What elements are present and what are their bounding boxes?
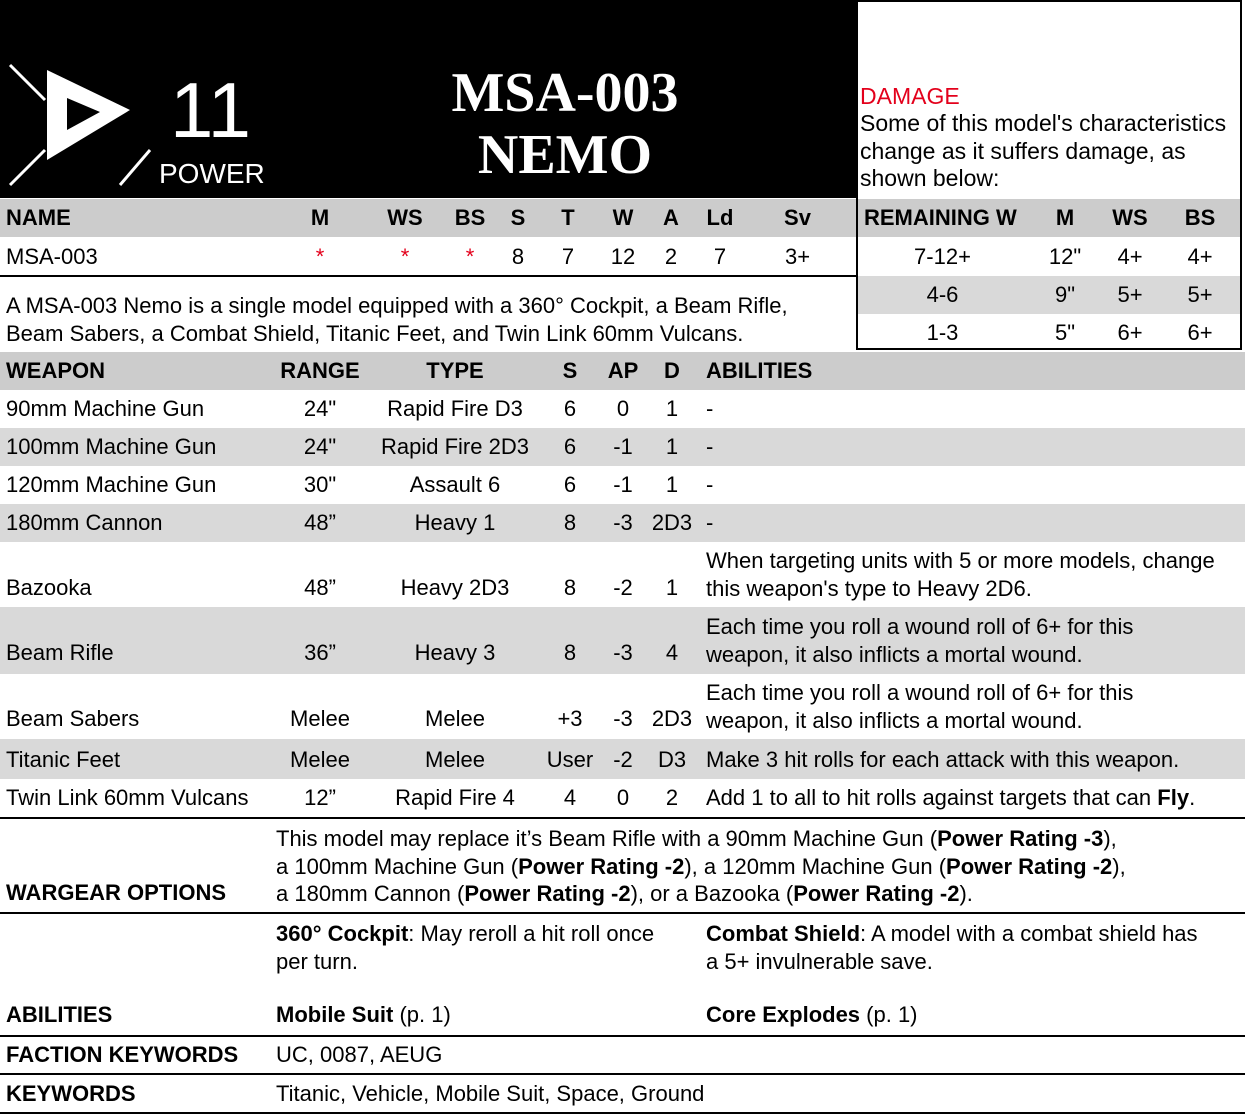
keywords-label: KEYWORDS xyxy=(6,1081,136,1106)
weapon-type: Heavy 1 xyxy=(414,510,496,535)
weapon-col-abilities: ABILITIES xyxy=(706,358,813,383)
weapon-abilities: - xyxy=(706,510,714,535)
model-description: A MSA-003 Nemo is a single model equipped with a 360° Cockpit, a Beam Rifle, Beam Sabers, a Combat Shield, Titanic Feet, and Twin Link 60mm Vulcans. xyxy=(6,293,788,346)
weapon-abilities: Make 3 hit rolls for each attack with this weapon. xyxy=(706,747,1180,772)
keywords-value: Titanic, Vehicle, Mobile Suit, Space, Ground xyxy=(276,1081,705,1106)
weapon-d: 4 xyxy=(665,640,679,665)
profile-w: 12 xyxy=(610,244,636,269)
profile-col-bs: BS xyxy=(454,205,486,230)
wargear-line: a 180mm Cannon (Power Rating -2), or a Bazooka (Power Rating -2). xyxy=(276,881,973,906)
weapon-name: Beam Sabers xyxy=(6,706,140,731)
damage-row1-m: 12" xyxy=(1048,244,1082,269)
damage-col-remaining-w: REMAINING W xyxy=(864,205,1017,230)
weapon-s: 8 xyxy=(563,575,577,600)
model-title-line2: NEMO xyxy=(477,124,653,186)
weapon-range: 24" xyxy=(303,434,337,459)
divider xyxy=(0,1112,1245,1114)
damage-description: Some of this model's characteristics change as it suffers damage, as shown below: xyxy=(860,110,1227,191)
faction-keywords-value: UC, 0087, AEUG xyxy=(276,1042,443,1067)
wargear-line: This model may replace it’s Beam Rifle with a 90mm Machine Gun (Power Rating -3), xyxy=(276,826,1117,851)
profile-col-a: A xyxy=(663,205,679,230)
faction-keywords-label: FACTION KEYWORDS xyxy=(6,1042,239,1067)
weapon-name: 180mm Cannon xyxy=(6,510,163,535)
weapon-abilities-line: weapon, it also inflicts a mortal wound. xyxy=(706,641,1083,667)
ability-360-cockpit: 360° Cockpit: May reroll a hit roll once per turn. xyxy=(276,921,655,974)
weapon-s: 4 xyxy=(563,785,577,810)
weapon-ap: -2 xyxy=(613,747,633,772)
model-title-line1: MSA-003 xyxy=(451,62,679,124)
weapon-col-d: D xyxy=(664,358,680,383)
weapon-s: 6 xyxy=(563,472,577,497)
profile-col-name: NAME xyxy=(6,205,71,230)
weapon-type: Heavy 2D3 xyxy=(400,575,510,600)
wargear-text xyxy=(276,825,1241,908)
weapon-d: 2D3 xyxy=(651,706,693,731)
weapon-abilities xyxy=(706,547,1241,602)
weapon-abilities xyxy=(706,679,1241,734)
profile-ws: * xyxy=(400,244,410,269)
profile-a: 2 xyxy=(664,244,678,269)
damage-row3-bs: 6+ xyxy=(1187,320,1213,345)
weapon-abilities-line: Each time you roll a wound roll of 6+ for this xyxy=(706,614,1134,639)
profile-bs: * xyxy=(465,244,475,269)
power-rating-icon xyxy=(5,60,155,190)
weapon-type: Rapid Fire D3 xyxy=(387,396,523,421)
divider xyxy=(0,912,1245,914)
profile-col-m: M xyxy=(310,205,330,230)
weapon-name: Twin Link 60mm Vulcans xyxy=(6,785,249,810)
weapon-abilities-text: Add 1 to all to hit rolls against targets that can xyxy=(706,785,1158,810)
profile-sv: 3+ xyxy=(784,244,811,269)
weapon-ap: -3 xyxy=(613,510,633,535)
damage-row3-m: 5" xyxy=(1054,320,1076,345)
weapon-range: Melee xyxy=(290,747,350,772)
profile-ld: 7 xyxy=(713,244,727,269)
weapon-abilities xyxy=(706,779,1195,817)
damage-col-m: M xyxy=(1055,205,1075,230)
weapon-d: D3 xyxy=(657,747,687,772)
abilities-label: ABILITIES xyxy=(6,1002,113,1027)
weapon-s: 8 xyxy=(563,510,577,535)
damage-row1-ws: 4+ xyxy=(1117,244,1143,269)
weapon-col-weapon: WEAPON xyxy=(6,358,105,383)
profile-col-s: S xyxy=(510,205,526,230)
weapon-type: Rapid Fire 4 xyxy=(395,785,515,810)
weapon-ap: -3 xyxy=(613,706,633,731)
weapon-s: +3 xyxy=(557,706,583,731)
weapon-name: 100mm Machine Gun xyxy=(6,434,217,459)
weapon-ap: 0 xyxy=(616,785,630,810)
weapon-d: 1 xyxy=(665,434,679,459)
weapon-type: Assault 6 xyxy=(409,472,501,497)
profile-col-t: T xyxy=(561,205,575,230)
weapon-col-ap: AP xyxy=(607,358,639,383)
weapon-abilities xyxy=(706,613,1241,668)
damage-row3-ws: 6+ xyxy=(1117,320,1143,345)
profile-t: 7 xyxy=(561,244,575,269)
ability-combat-shield: Combat Shield: A model with a combat shield has a 5+ invulnerable save. xyxy=(706,921,1198,974)
damage-row1-w: 7-12+ xyxy=(914,244,971,269)
weapon-s: User xyxy=(546,747,594,772)
weapon-ap: 0 xyxy=(616,396,630,421)
profile-col-w: W xyxy=(612,205,634,230)
weapon-ap: -3 xyxy=(613,640,633,665)
weapon-type: Melee xyxy=(425,747,485,772)
damage-col-ws: WS xyxy=(1112,205,1148,230)
weapon-col-s: S xyxy=(562,358,578,383)
ability-core-explodes: Core Explodes (p. 1) xyxy=(706,1002,918,1027)
weapon-range: 48” xyxy=(304,510,336,535)
weapon-range: 48” xyxy=(304,575,336,600)
wargear-label: WARGEAR OPTIONS xyxy=(6,880,227,905)
weapon-d: 1 xyxy=(665,396,679,421)
weapon-s: 6 xyxy=(563,434,577,459)
weapon-name: Beam Rifle xyxy=(6,640,114,665)
profile-col-ld: Ld xyxy=(706,205,734,230)
weapon-type: Heavy 3 xyxy=(414,640,496,665)
weapon-d: 1 xyxy=(665,472,679,497)
weapon-abilities-line: When targeting units with 5 or more models, change xyxy=(706,548,1215,573)
damage-row3-w: 1-3 xyxy=(926,320,959,345)
weapon-s: 6 xyxy=(563,396,577,421)
damage-row2-bs: 5+ xyxy=(1187,282,1213,307)
weapon-name: 90mm Machine Gun xyxy=(6,396,205,421)
profile-name: MSA-003 xyxy=(6,244,98,269)
weapon-range: Melee xyxy=(290,706,350,731)
weapon-ap: -2 xyxy=(613,575,633,600)
profile-col-ws: WS xyxy=(387,205,423,230)
weapon-name: 120mm Machine Gun xyxy=(6,472,217,497)
profile-s: 8 xyxy=(511,244,525,269)
divider xyxy=(0,275,856,277)
profile-col-sv: Sv xyxy=(784,205,811,230)
ability-mobile-suit: Mobile Suit (p. 1) xyxy=(276,1002,451,1027)
power-rating-value: 11 xyxy=(170,66,251,154)
weapon-range: 24" xyxy=(303,396,337,421)
weapon-name: Bazooka xyxy=(6,575,92,600)
weapon-abilities-line: Each time you roll a wound roll of 6+ for this xyxy=(706,680,1134,705)
weapon-d: 2 xyxy=(665,785,679,810)
weapon-col-type: TYPE xyxy=(426,358,484,383)
weapon-range: 30" xyxy=(303,472,337,497)
profile-m: * xyxy=(315,244,325,269)
weapon-type: Melee xyxy=(425,706,485,731)
damage-col-bs: BS xyxy=(1184,205,1216,230)
weapon-d: 2D3 xyxy=(651,510,693,535)
damage-row2-w: 4-6 xyxy=(926,282,959,307)
weapon-d: 1 xyxy=(665,575,679,600)
damage-title: DAMAGE xyxy=(860,83,960,109)
weapon-abilities-line: weapon, it also inflicts a mortal wound. xyxy=(706,707,1083,733)
damage-row2-ws: 5+ xyxy=(1117,282,1143,307)
weapon-abilities: - xyxy=(706,472,714,497)
weapon-col-range: RANGE xyxy=(280,358,360,383)
weapon-range: 12” xyxy=(304,785,336,810)
weapon-abilities: - xyxy=(706,434,714,459)
weapon-type: Rapid Fire 2D3 xyxy=(381,434,529,459)
damage-row1-bs: 4+ xyxy=(1187,244,1213,269)
weapon-abilities-line: this weapon's type to Heavy 2D6. xyxy=(706,575,1032,601)
wargear-line: a 100mm Machine Gun (Power Rating -2), a 120mm Machine Gun (Power Rating -2), xyxy=(276,853,1126,879)
weapon-range: 36” xyxy=(304,640,336,665)
weapon-abilities: - xyxy=(706,396,714,421)
weapon-ap: -1 xyxy=(613,472,633,497)
weapon-name: Titanic Feet xyxy=(6,747,121,772)
power-rating-label: POWER xyxy=(159,158,265,189)
damage-row2-m: 9" xyxy=(1054,282,1076,307)
weapon-abilities-keyword: Fly xyxy=(1157,785,1190,810)
weapon-s: 8 xyxy=(563,640,577,665)
weapon-abilities-end: . xyxy=(1189,785,1196,810)
model-title xyxy=(420,62,710,186)
divider xyxy=(0,817,1245,819)
weapon-ap: -1 xyxy=(613,434,633,459)
